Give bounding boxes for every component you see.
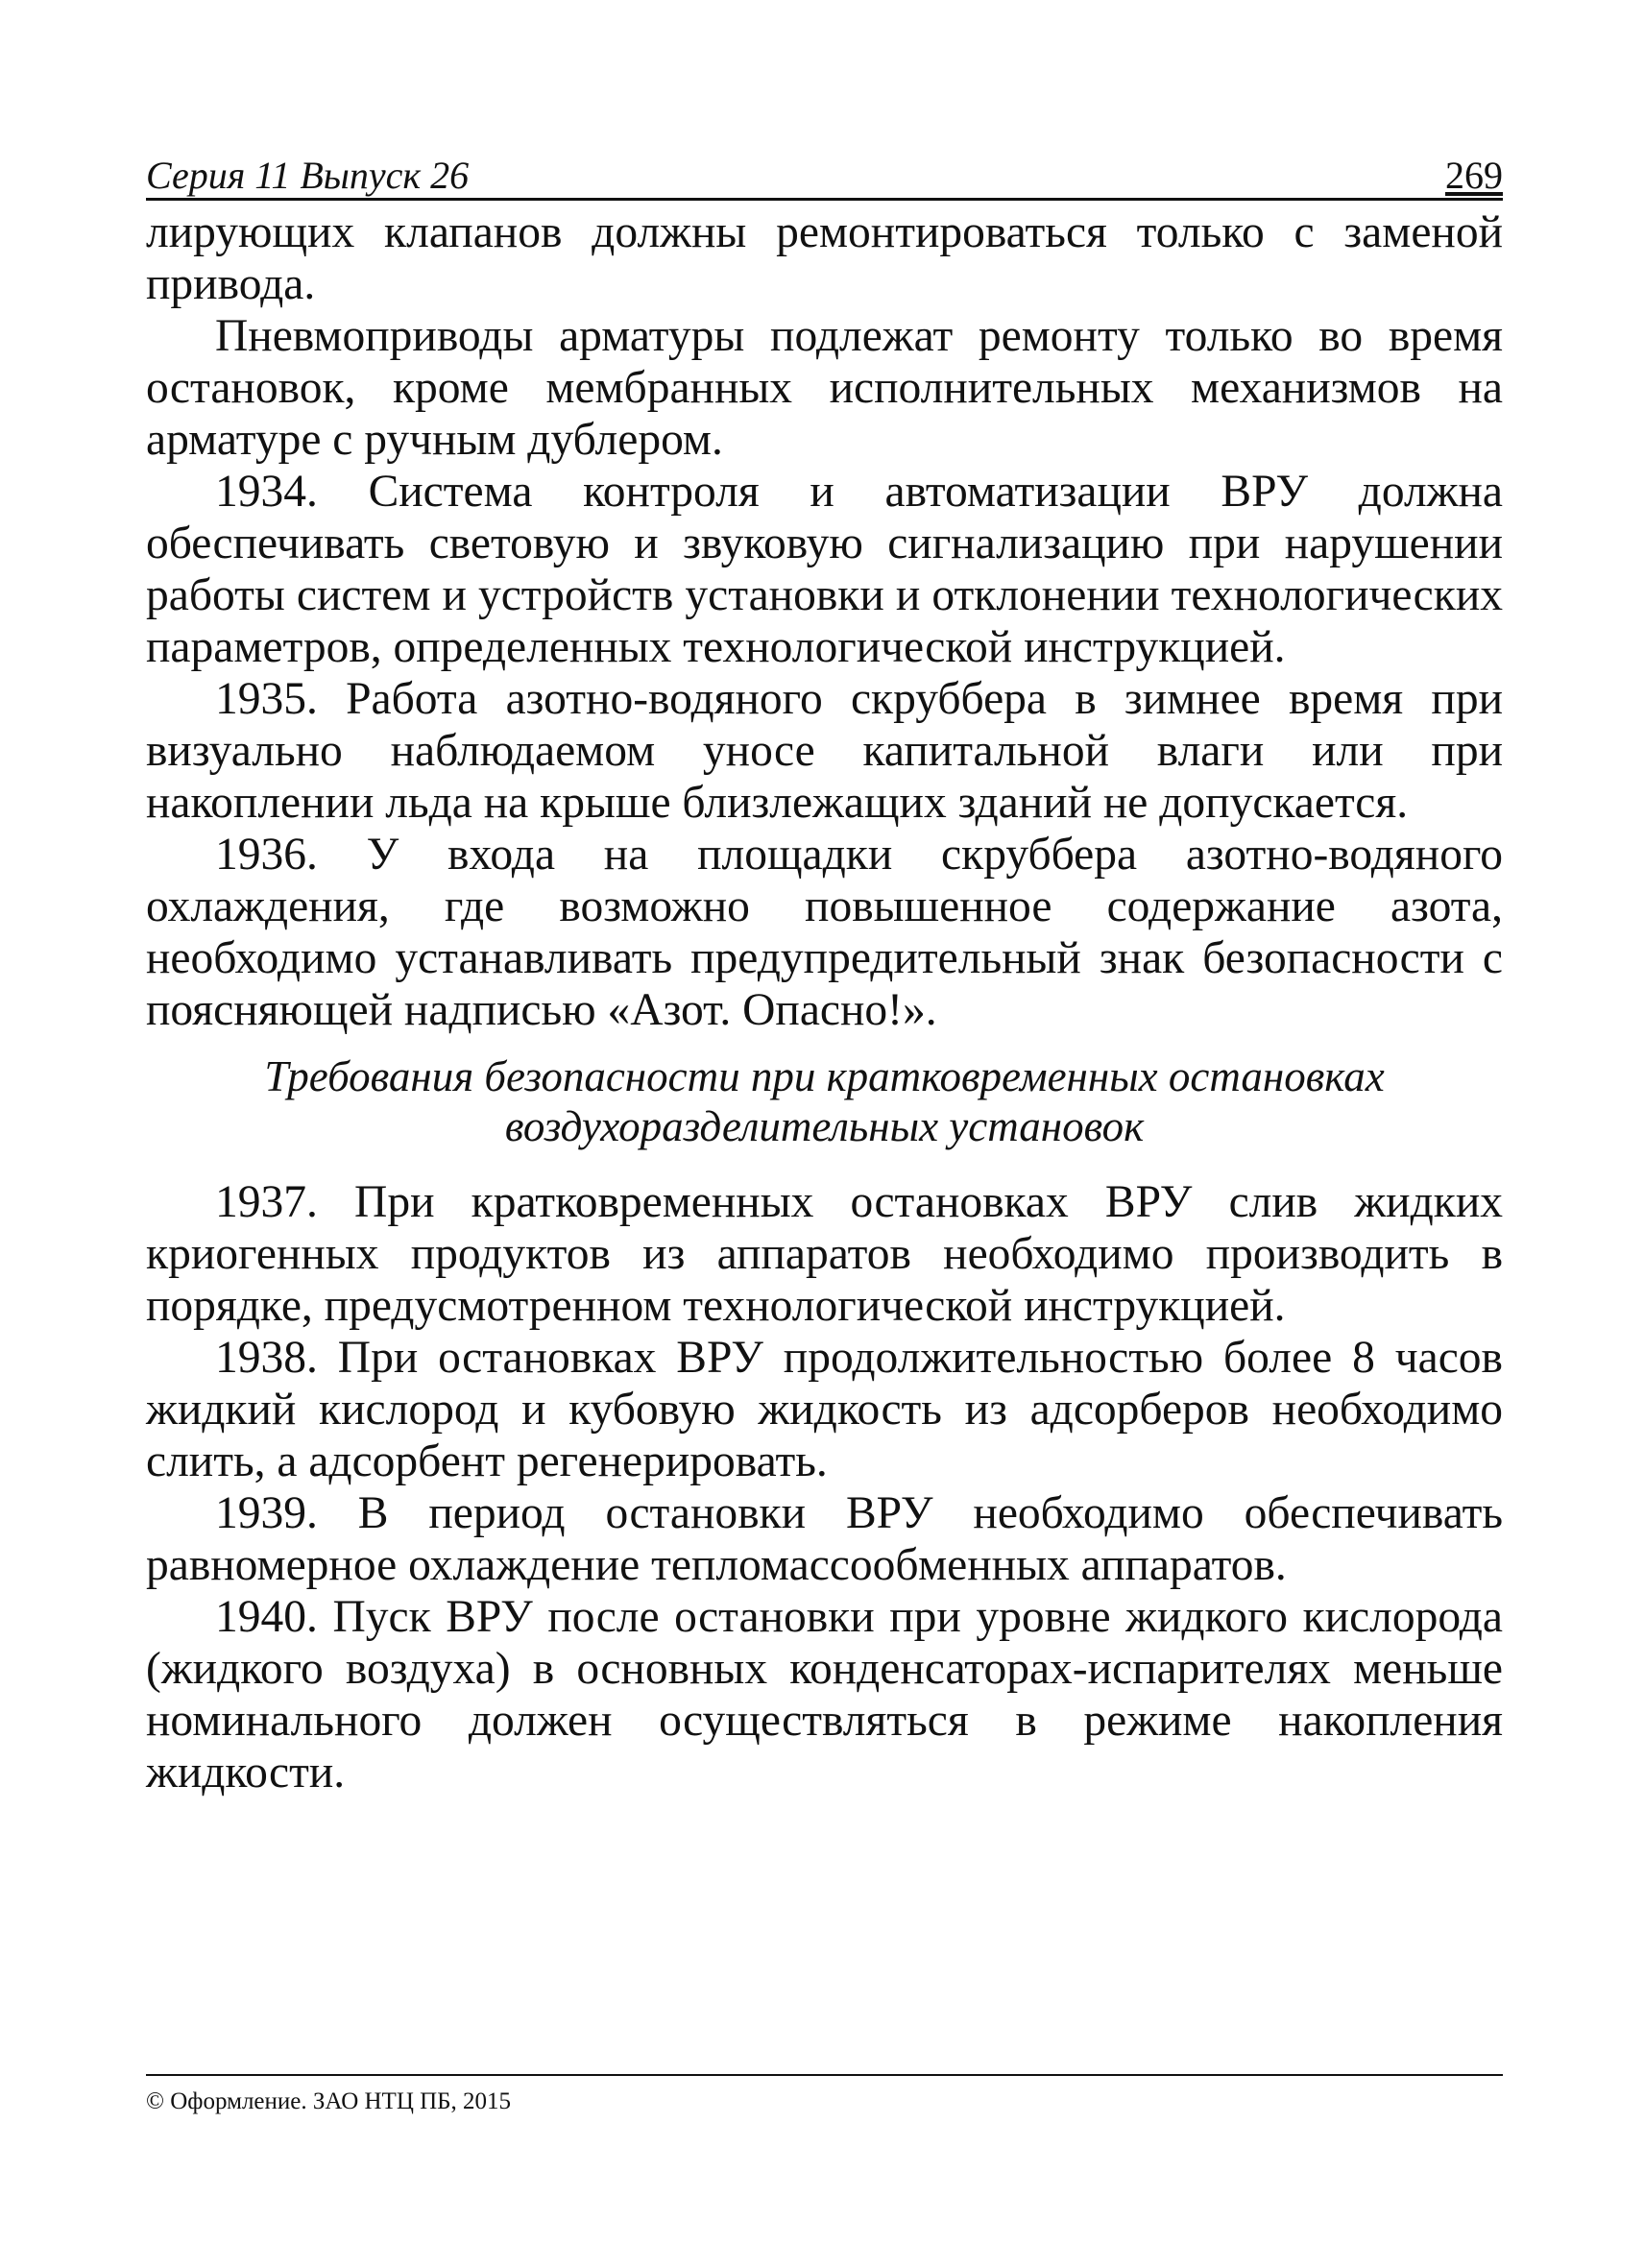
paragraph-pneumatic-drives: Пневмоприводы арматуры подлежат ремонту только во время остановок, кроме мембранных исполнительных механизмов на арматуре с ручным дублером.: [146, 311, 1503, 465]
paragraph-1939: 1939. В период остановки ВРУ необходимо обеспечивать равномерное охлаждение тепломассообменных аппаратов.: [146, 1488, 1503, 1590]
page-footer: [146, 2074, 1503, 2116]
paragraph-1937: 1937. При кратковременных остановках ВРУ слив жидких криогенных продуктов из аппаратов необходимо производить в порядке, предусмотренном технологической инструкцией.: [146, 1177, 1503, 1331]
running-header: [146, 144, 1503, 201]
paragraph-1934: 1934. Система контроля и автоматизации ВРУ должна обеспечивать световую и звуковую сигнализацию при нарушении работы систем и устройств установки и отклонении технологических параметров, определенных технологической инструкцией.: [146, 467, 1503, 672]
page-number: 269: [1445, 154, 1503, 197]
document-page: [146, 144, 1503, 1798]
section-heading: Требования безопасности при кратковременных остановках воздухоразделительных установок: [264, 1052, 1385, 1150]
paragraph-1938: 1938. При остановках ВРУ продолжительностью более 8 часов жидкий кислород и кубовую жидкость из адсорберов необходимо слить, а адсорбент регенерировать.: [146, 1333, 1503, 1486]
body-text: [146, 206, 1503, 1798]
series-title: Серия 11 Выпуск 26: [146, 154, 470, 197]
paragraph-1935: 1935. Работа азотно-водяного скруббера в зимнее время при визуально наблюдаемом уносе капитальной влаги или при накоплении льда на крыше близлежащих зданий не допускается.: [146, 674, 1503, 828]
paragraph-continued: лирующих клапанов должны ремонтироваться только с заменой привода.: [146, 207, 1503, 309]
footer-divider: [146, 2074, 1503, 2076]
paragraph-1940: 1940. Пуск ВРУ после остановки при уровне жидкого кислорода (жидкого воздуха) в основных конденсаторах-испарителях меньше номинального должен осуществляться в режиме накопления жидкости.: [146, 1592, 1503, 1798]
copyright-notice: © Оформление. ЗАО НТЦ ПБ, 2015: [146, 2088, 512, 2114]
paragraph-1936: 1936. У входа на площадки скруббера азотно-водяного охлаждения, где возможно повышенное содержание азота, необходимо устанавливать предупредительный знак безопасности с поясняющей надписью «Азот. Опасно!».: [146, 830, 1503, 1035]
